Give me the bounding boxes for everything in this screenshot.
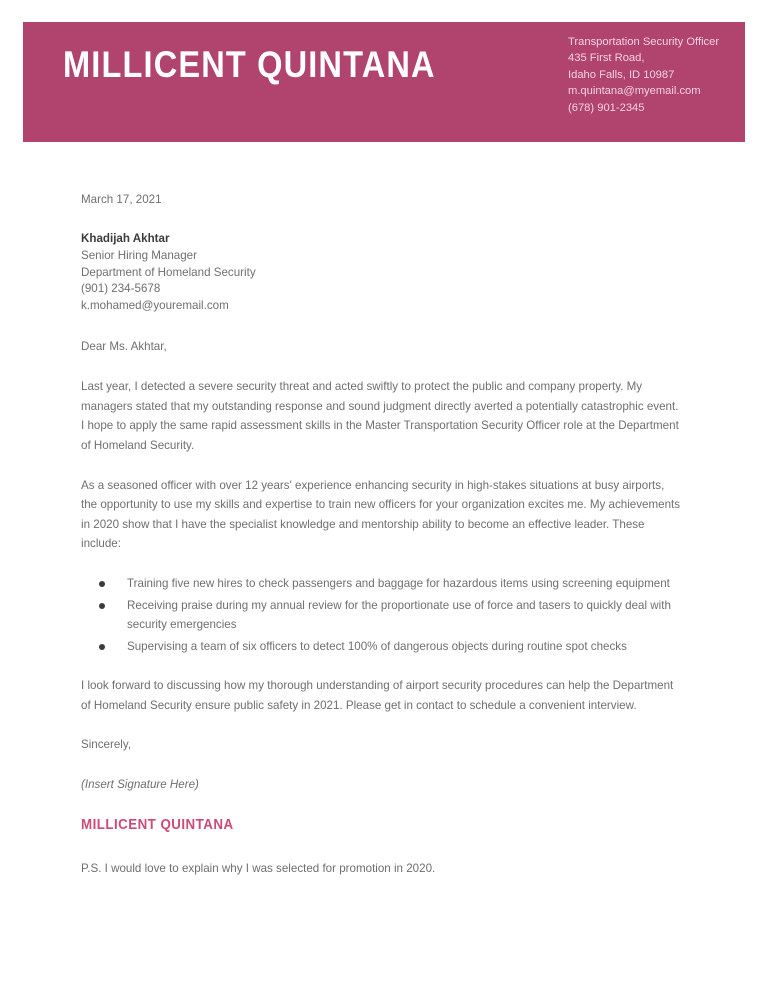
list-item: Receiving praise during my annual review for the proportionate use of force and tasers to quickly deal with security emergencies	[99, 596, 681, 635]
body-paragraph-2: As a seasoned officer with over 12 years' experience enhancing security in high-stakes situations at busy airports, the opportunity to use my skills and expertise to train new officers for your organization excites me. My achievements in 2020 show that I have the specialist knowledge and mentorship ability to become an effective leader. These include:	[81, 478, 681, 551]
letter-body	[81, 190, 681, 879]
contact-city-state: Idaho Falls, ID 10987	[568, 68, 675, 81]
recipient-organization: Department of Homeland Security	[81, 265, 256, 279]
header-band	[23, 22, 745, 142]
recipient-email: k.mohamed@youremail.com	[81, 298, 229, 312]
list-item: Supervising a team of six officers to detect 100% of dangerous objects during routine spot checks	[99, 637, 681, 657]
contact-email: m.quintana@myemail.com	[568, 85, 701, 98]
salutation: Dear Ms. Akhtar,	[81, 339, 167, 353]
body-paragraph-1: Last year, I detected a severe security threat and acted swiftly to protect the public and company property. My managers stated that my outstanding response and sound judgment directly averted a potentially catastrophic event. I hope to apply the same rapid assessment skills in the Master Transportation Security Officer role at the Department of Homeland Security.	[81, 380, 679, 452]
letter-date: March 17, 2021	[81, 193, 162, 206]
recipient-title: Senior Hiring Manager	[81, 249, 197, 263]
recipient-address-block	[81, 231, 681, 315]
postscript: P.S. I would love to explain why I was selected for promotion in 2020.	[81, 862, 436, 876]
contact-street: 435 First Road,	[568, 52, 645, 65]
applicant-name-heading: MILLICENT QUINTANA	[63, 44, 436, 85]
contact-phone: (678) 901-2345	[568, 101, 645, 114]
contact-job-title: Transportation Security Officer	[568, 36, 720, 48]
applicant-contact-block	[568, 34, 719, 116]
recipient-phone: (901) 234-5678	[81, 282, 161, 296]
closing-salutation: Sincerely,	[81, 738, 132, 752]
list-item: Training five new hires to check passengers and baggage for hazardous items using screening equipment	[99, 574, 681, 594]
signature-placeholder: (Insert Signature Here)	[81, 778, 199, 792]
achievements-list	[81, 574, 681, 656]
body-paragraph-3: I look forward to discussing how my thorough understanding of airport security procedures can help the Department of Homeland Security ensure public safety in 2021. Please get in contact to schedule a convenient interview.	[81, 679, 674, 712]
recipient-name: Khadijah Akhtar	[81, 231, 170, 245]
signature-name: MILLICENT QUINTANA	[81, 816, 234, 833]
